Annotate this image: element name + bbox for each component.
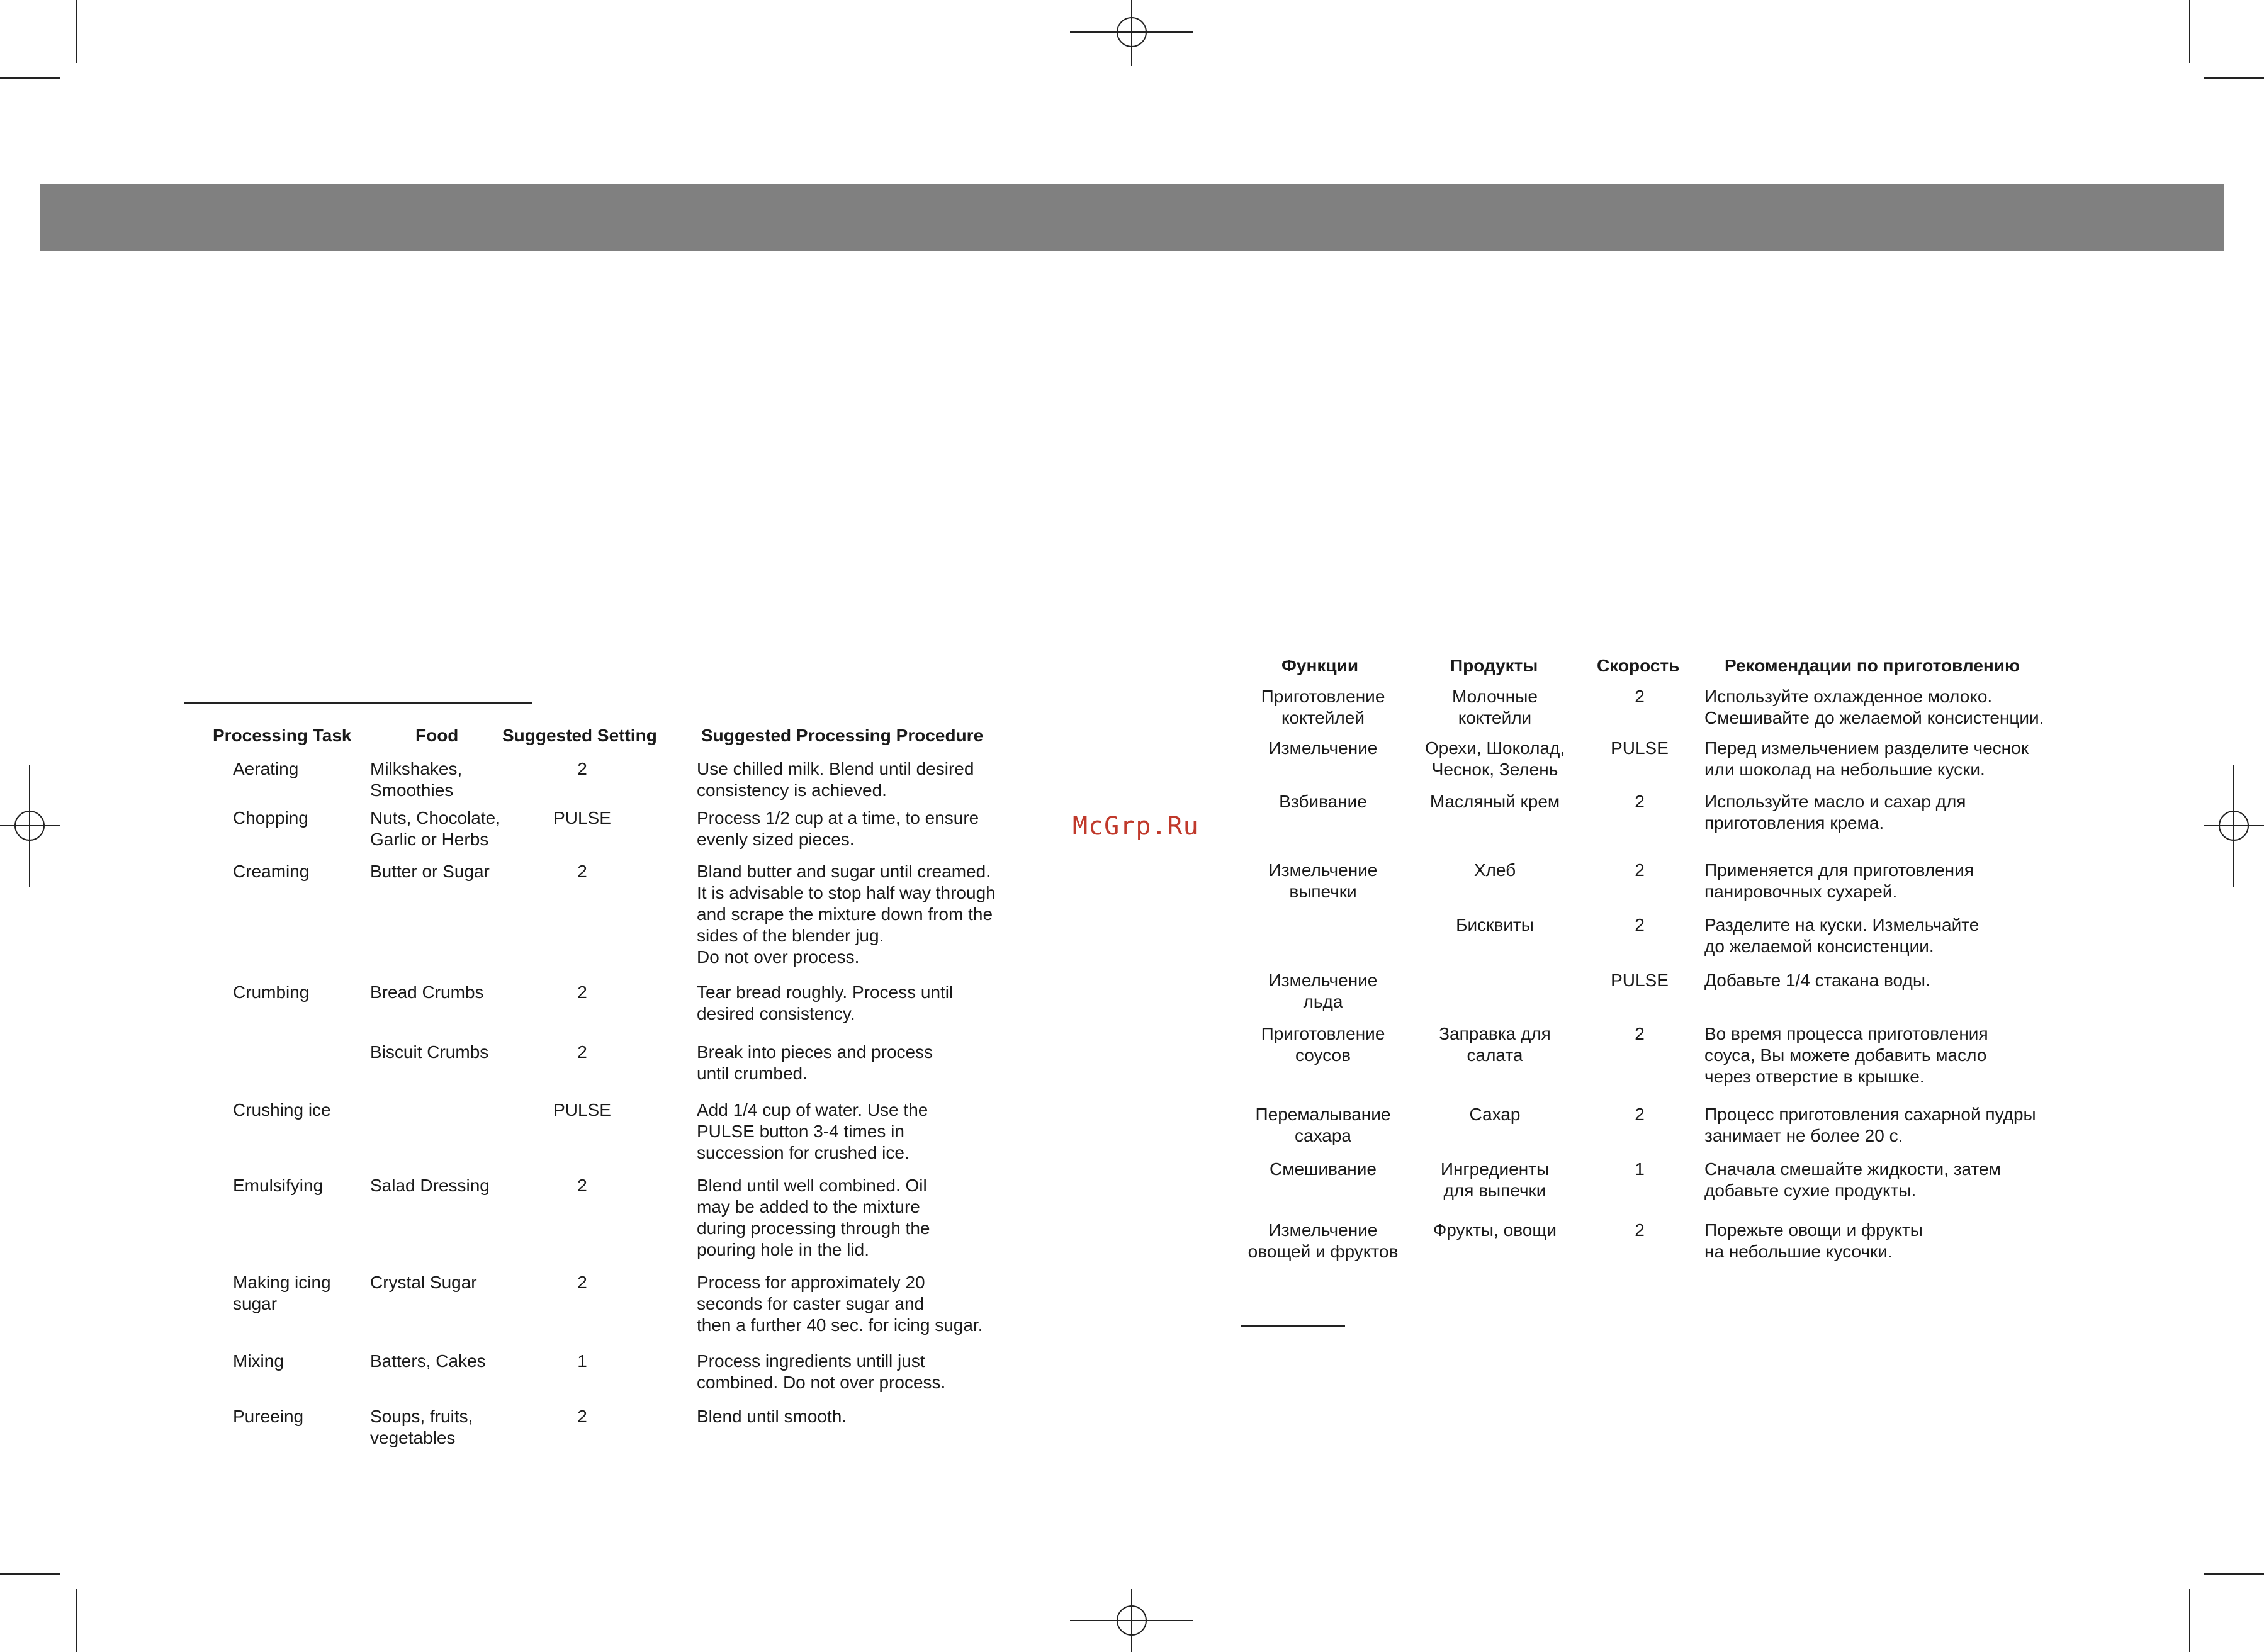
column-header: Suggested Processing Procedure bbox=[701, 726, 984, 745]
watermark-text: McGrp.Ru bbox=[1073, 812, 1199, 841]
cell-procedure: Сначала смешайте жидкости, затем добавьте сухие продукты. bbox=[1704, 1159, 2001, 1200]
cell-setting: 1 bbox=[1635, 1159, 1645, 1179]
cell-setting: 2 bbox=[577, 1042, 587, 1062]
column-header: Продукты bbox=[1450, 656, 1538, 675]
crop-mark bbox=[2204, 1573, 2264, 1575]
crop-mark bbox=[76, 1589, 77, 1652]
cell-procedure: Процесс приготовления сахарной пудры занимает не более 20 с. bbox=[1704, 1104, 2036, 1145]
registration-circle bbox=[1117, 17, 1147, 47]
cell-setting: 1 bbox=[577, 1351, 587, 1371]
cell-task: Перемалывание сахара bbox=[1255, 1104, 1391, 1145]
cell-procedure: Используйте охлажденное молоко. Смешивайте до желаемой консистенции. bbox=[1704, 687, 2044, 728]
cell-food: Масляный крем bbox=[1429, 792, 1560, 811]
crop-mark bbox=[76, 0, 77, 63]
cell-task: Взбивание bbox=[1279, 792, 1367, 811]
cell-task: Приготовление соусов bbox=[1261, 1024, 1385, 1065]
cell-procedure: Blend until well combined. Oil may be added to the mixture during processing through the pouring hole in the lid. bbox=[697, 1176, 930, 1259]
section-rule bbox=[184, 702, 532, 704]
cell-task: Измельчение выпечки bbox=[1268, 860, 1378, 901]
cell-food: Бисквиты bbox=[1456, 915, 1534, 935]
column-header: Рекомендации по приготовлению bbox=[1725, 656, 2020, 675]
cell-procedure: Blend until smooth. bbox=[697, 1407, 847, 1426]
column-header: Скорость bbox=[1597, 656, 1680, 675]
cell-setting: 2 bbox=[577, 1407, 587, 1426]
cell-procedure: Process for approximately 20 seconds for caster sugar and then a further 40 sec. for icing sugar. bbox=[697, 1273, 983, 1335]
cell-task: Измельчение льда bbox=[1268, 970, 1378, 1011]
cell-task: Смешивание bbox=[1270, 1159, 1377, 1179]
cell-food: Milkshakes, Smoothies bbox=[370, 759, 463, 800]
cell-procedure: Применяется для приготовления панировочных сухарей. bbox=[1704, 860, 1974, 901]
cell-procedure: Process ingredients untill just combined. Do not over process. bbox=[697, 1351, 946, 1392]
cell-task: Crumbing bbox=[233, 982, 310, 1002]
cell-task: Creaming bbox=[233, 862, 310, 881]
cell-setting: PULSE bbox=[553, 1100, 611, 1120]
cell-setting: 2 bbox=[1635, 1220, 1645, 1240]
cell-procedure: Разделите на куски. Измельчайте до желаемой консистенции. bbox=[1704, 915, 1980, 956]
column-header: Processing Task bbox=[213, 726, 352, 745]
cell-food: Bread Crumbs bbox=[370, 982, 484, 1002]
cell-food: Ингредиенты для выпечки bbox=[1440, 1159, 1550, 1200]
cell-food: Biscuit Crumbs bbox=[370, 1042, 489, 1062]
cell-food: Фрукты, овощи bbox=[1433, 1220, 1557, 1240]
cell-food: Salad Dressing bbox=[370, 1176, 490, 1195]
cell-setting: 2 bbox=[1635, 792, 1645, 811]
registration-circle bbox=[1117, 1605, 1147, 1636]
cell-procedure: Порежьте овощи и фрукты на небольшие кусочки. bbox=[1704, 1220, 1923, 1261]
cell-setting: 2 bbox=[1635, 915, 1645, 935]
header-band bbox=[40, 184, 2224, 251]
cell-setting: 2 bbox=[577, 1176, 587, 1195]
cell-procedure: Bland butter and sugar until creamed. It is advisable to stop half way through and scrape the mixture down from the sides of the blender jug. Do not over process. bbox=[697, 862, 996, 967]
cell-task: Измельчение bbox=[1268, 738, 1378, 758]
cell-procedure: Во время процесса приготовления соуса, Вы можете добавить масло через отверстие в крышке. bbox=[1704, 1024, 1988, 1086]
cell-food: Сахар bbox=[1469, 1104, 1521, 1124]
cell-procedure: Добавьте 1/4 стакана воды. bbox=[1704, 970, 1930, 990]
crop-mark bbox=[0, 77, 60, 79]
cell-food: Batters, Cakes bbox=[370, 1351, 486, 1371]
cell-task: Crushing ice bbox=[233, 1100, 331, 1120]
cell-task: Измельчение овощей и фруктов bbox=[1247, 1220, 1399, 1261]
cell-food: Молочные коктейли bbox=[1452, 687, 1538, 728]
cell-setting: 2 bbox=[1635, 1104, 1645, 1124]
column-header: Suggested Setting bbox=[502, 726, 657, 745]
registration-circle bbox=[2219, 811, 2249, 841]
cell-procedure: Break into pieces and process until crumbed. bbox=[697, 1042, 933, 1083]
cell-setting: 2 bbox=[577, 862, 587, 881]
cell-task: Приготовление коктейлей bbox=[1261, 687, 1385, 728]
cell-task: Mixing bbox=[233, 1351, 284, 1371]
column-header: Функции bbox=[1281, 656, 1359, 675]
cell-setting: PULSE bbox=[1611, 970, 1669, 990]
cell-setting: 2 bbox=[577, 759, 587, 778]
cell-procedure: Use chilled milk. Blend until desired consistency is achieved. bbox=[697, 759, 974, 800]
cell-setting: PULSE bbox=[553, 808, 611, 828]
cell-food: Хлеб bbox=[1473, 860, 1516, 880]
crop-mark bbox=[2204, 77, 2264, 79]
cell-food: Орехи, Шоколад, Чеснок, Зелень bbox=[1424, 738, 1565, 779]
cell-task: Pureeing bbox=[233, 1407, 304, 1426]
registration-circle bbox=[14, 811, 45, 841]
section-rule bbox=[1241, 1325, 1345, 1327]
cell-procedure: Process 1/2 cup at a time, to ensure evenly sized pieces. bbox=[697, 808, 979, 849]
cell-setting: PULSE bbox=[1611, 738, 1669, 758]
crop-mark bbox=[2189, 0, 2190, 63]
cell-procedure: Add 1/4 cup of water. Use the PULSE button 3-4 times in succession for crushed ice. bbox=[697, 1100, 928, 1162]
cell-food: Crystal Sugar bbox=[370, 1273, 477, 1292]
cell-task: Chopping bbox=[233, 808, 308, 828]
cell-task: Emulsifying bbox=[233, 1176, 324, 1195]
cell-task: Aerating bbox=[233, 759, 299, 778]
cell-setting: 2 bbox=[577, 982, 587, 1002]
column-header: Food bbox=[415, 726, 459, 745]
crop-mark bbox=[0, 1573, 60, 1575]
cell-food: Butter or Sugar bbox=[370, 862, 490, 881]
cell-setting: 2 bbox=[577, 1273, 587, 1292]
cell-food: Заправка для салата bbox=[1439, 1024, 1551, 1065]
cell-food: Nuts, Chocolate, Garlic or Herbs bbox=[370, 808, 500, 849]
cell-procedure: Перед измельчением разделите чеснок или шоколад на небольшие куски. bbox=[1704, 738, 2029, 779]
cell-setting: 2 bbox=[1635, 1024, 1645, 1043]
cell-task: Making icing sugar bbox=[233, 1273, 331, 1313]
cell-procedure: Используйте масло и сахар для приготовления крема. bbox=[1704, 792, 1966, 833]
cell-food: Soups, fruits, vegetables bbox=[370, 1407, 473, 1447]
cell-procedure: Tear bread roughly. Process until desired consistency. bbox=[697, 982, 954, 1023]
crop-mark bbox=[2189, 1589, 2190, 1652]
cell-setting: 2 bbox=[1635, 687, 1645, 706]
cell-setting: 2 bbox=[1635, 860, 1645, 880]
